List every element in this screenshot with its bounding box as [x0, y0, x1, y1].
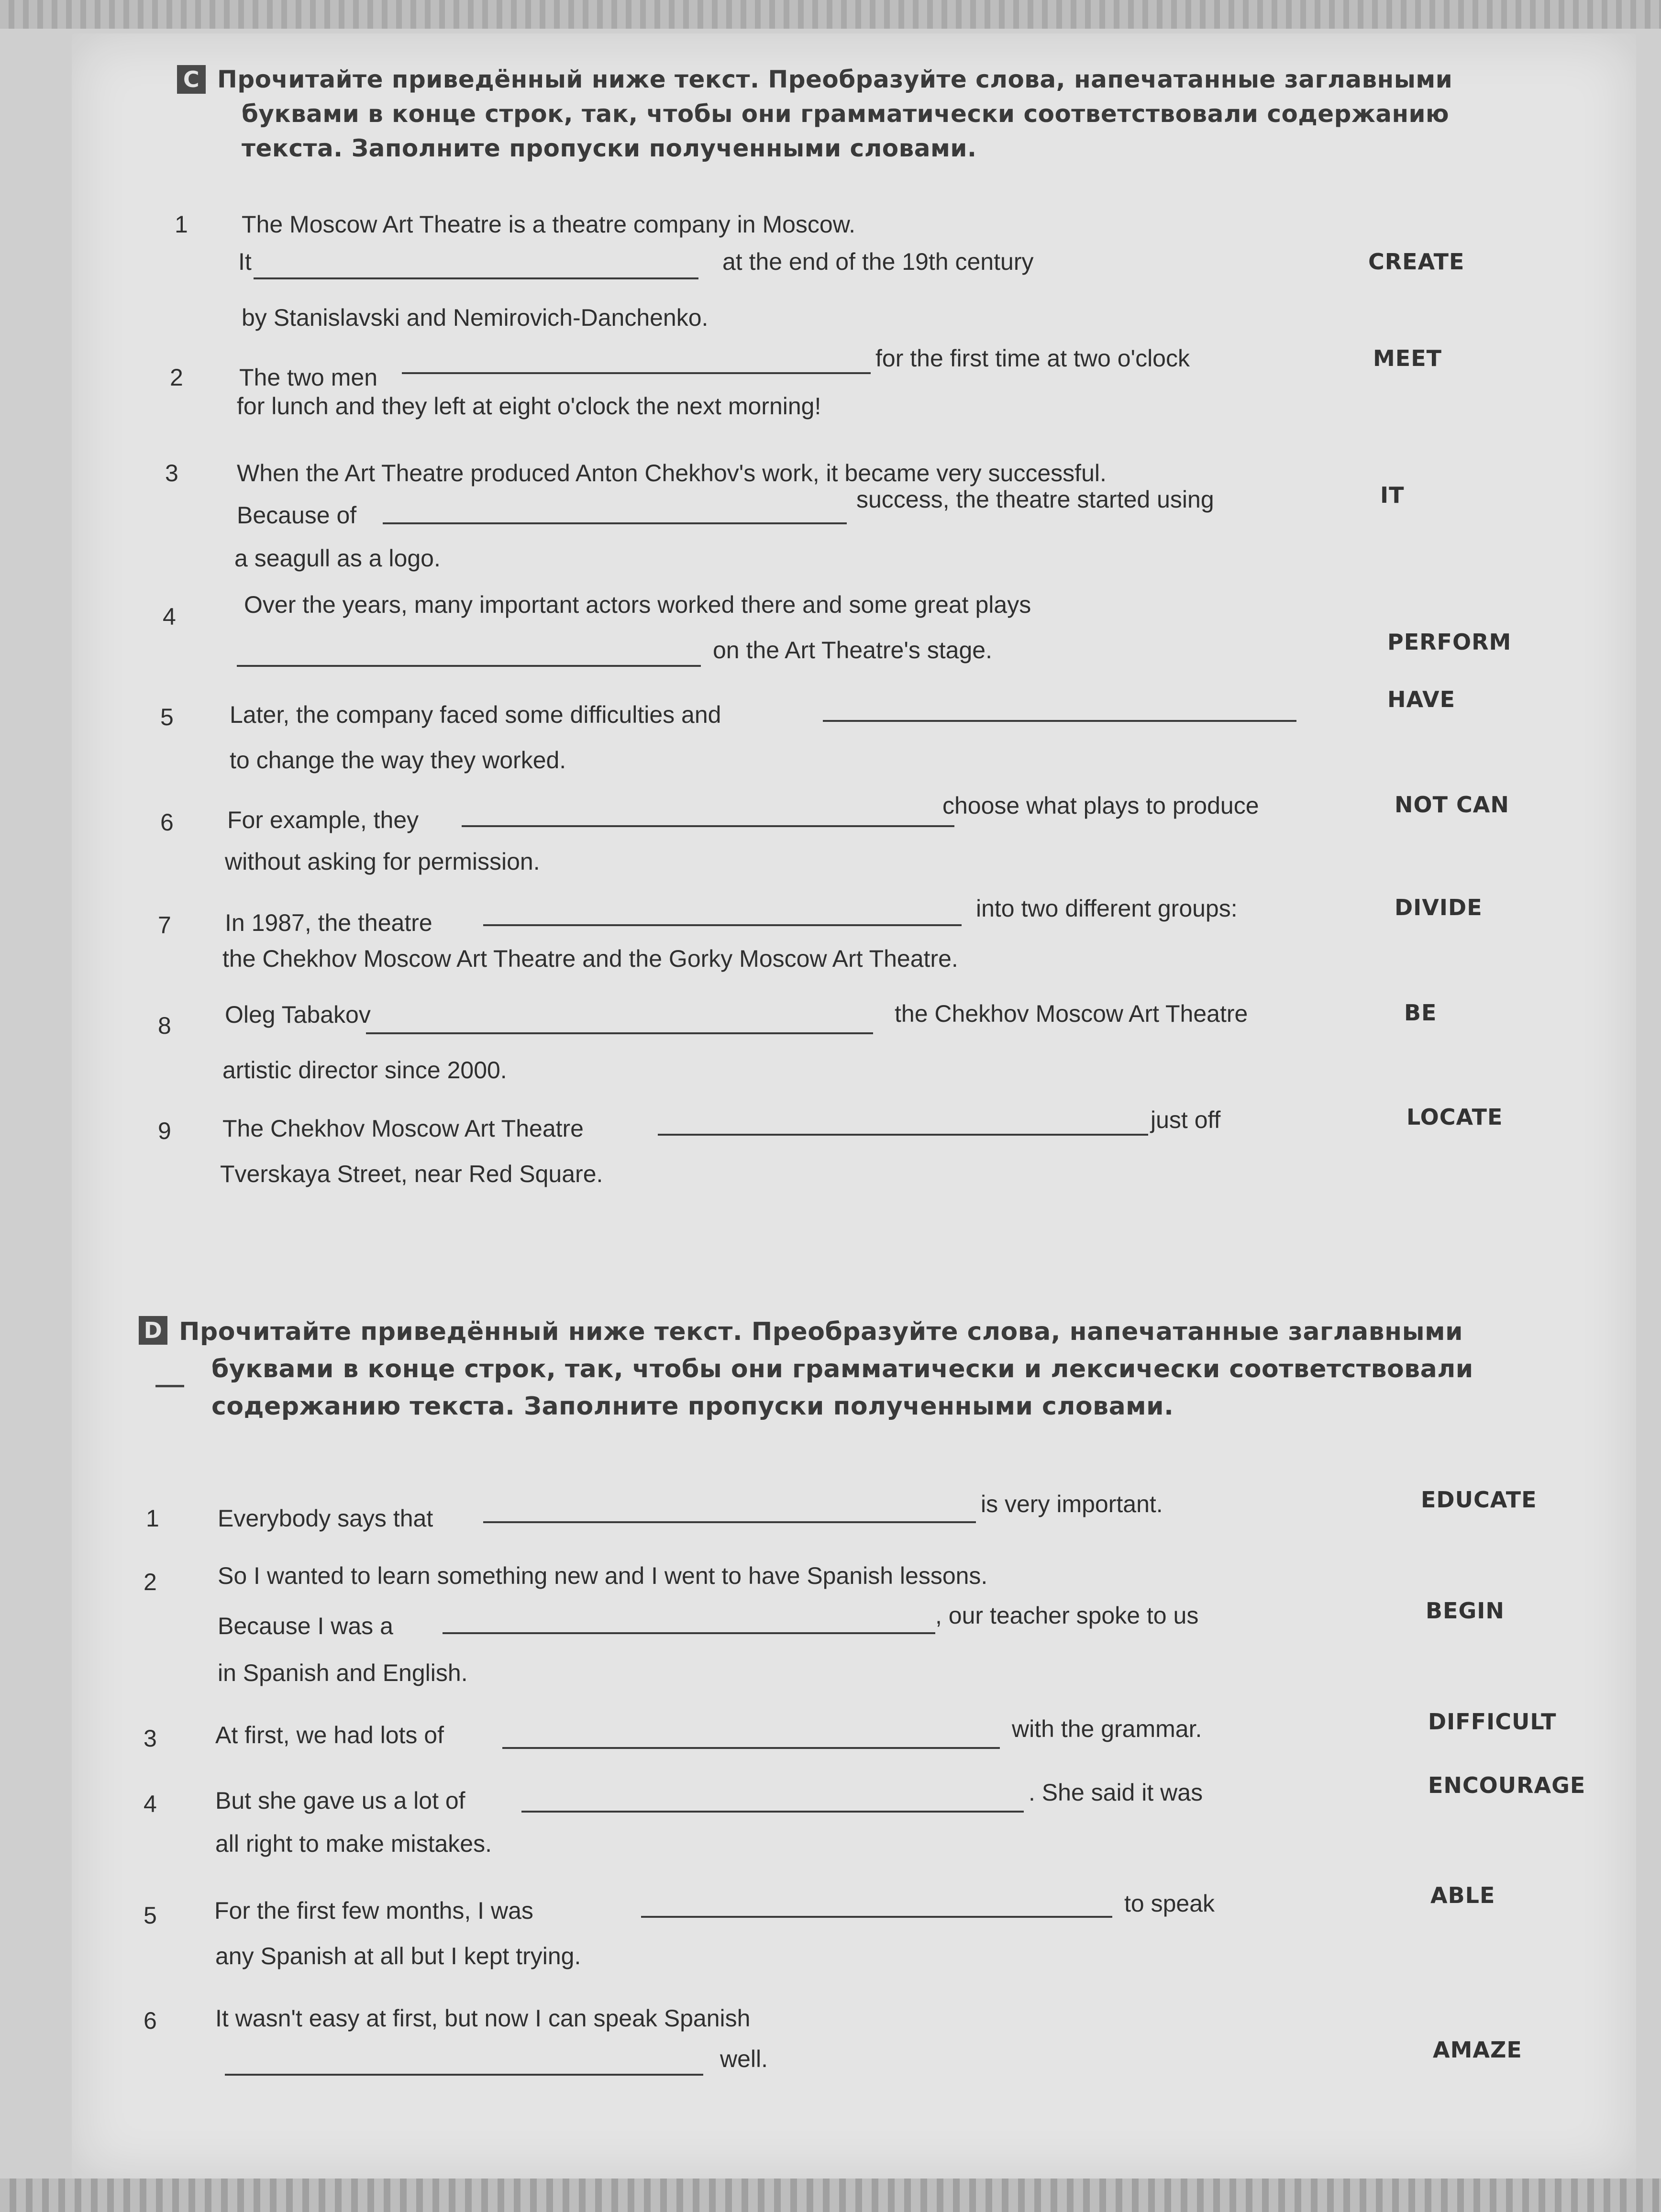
item-intro: Over the years, many important actors worked there and some great plays	[244, 591, 1031, 618]
keyword: AMAZE	[1433, 2037, 1522, 2063]
item-text-after: is very important.	[981, 1491, 1163, 1517]
item-continuation: all right to make mistakes.	[215, 1830, 492, 1857]
keyword: NOT CAN	[1395, 792, 1509, 818]
item-text-before: For the first few months, I was	[214, 1897, 533, 1924]
keyword: IT	[1380, 482, 1405, 508]
item-continuation: the Chekhov Moscow Art Theatre and the Gorky Moscow Art Theatre.	[222, 945, 958, 972]
answer-blank[interactable]	[237, 665, 701, 667]
section-c-instruction: C Прочитайте приведённый ниже текст. Преобразуйте слова, напечатанные заглавными буквами в конце строк, так, чтобы они грамматически соответствовали содержанию текста. Заполните пропуски полученными словами.	[177, 62, 1452, 166]
item-text-after: well.	[720, 2046, 768, 2072]
item-continuation: a seagull as a logo.	[234, 545, 441, 572]
answer-blank[interactable]	[383, 522, 847, 524]
item-continuation: to change the way they worked.	[230, 747, 566, 774]
margin-dash	[155, 1385, 184, 1387]
item-number: 1	[175, 211, 188, 238]
item-text-after: on the Art Theatre's stage.	[713, 637, 992, 664]
answer-blank[interactable]	[254, 277, 698, 279]
answer-blank[interactable]	[462, 825, 954, 827]
item-number: 3	[165, 460, 178, 487]
item-text-before: Oleg Tabakov	[225, 1001, 371, 1028]
item-text-before: But she gave us a lot of	[215, 1787, 465, 1814]
answer-blank[interactable]	[483, 1521, 976, 1523]
item-text-after: with the grammar.	[1012, 1715, 1202, 1742]
item-intro: When the Art Theatre produced Anton Chekhov's work, it became very successful.	[237, 460, 1107, 487]
keyword: BEGIN	[1426, 1598, 1505, 1624]
item-text-after: into two different groups:	[976, 895, 1238, 922]
item-text-before: The Chekhov Moscow Art Theatre	[222, 1115, 584, 1142]
item-number: 9	[158, 1117, 171, 1144]
answer-blank[interactable]	[521, 1811, 1024, 1813]
item-continuation: for lunch and they left at eight o'clock the next morning!	[237, 393, 821, 420]
item-text-after: success, the theatre started using	[856, 486, 1214, 513]
keyword: HAVE	[1387, 686, 1455, 712]
item-continuation: artistic director since 2000.	[222, 1057, 507, 1084]
item-intro: It wasn't easy at first, but now I can speak Spanish	[215, 2005, 751, 2032]
keyword: BE	[1404, 1000, 1437, 1026]
keyword: ABLE	[1430, 1882, 1495, 1908]
item-number: 7	[158, 912, 171, 939]
item-text-before: Everybody says that	[218, 1505, 433, 1532]
item-number: 6	[144, 2007, 157, 2034]
keyword: DIFFICULT	[1428, 1709, 1557, 1735]
section-d-badge: D	[139, 1316, 167, 1345]
keyword: EDUCATE	[1421, 1487, 1537, 1513]
item-number: 5	[160, 704, 174, 730]
item-text-before: Because I was a	[218, 1613, 393, 1639]
item-text-after: , our teacher spoke to us	[935, 1602, 1199, 1629]
item-text-after: at the end of the 19th century	[722, 248, 1034, 275]
answer-blank[interactable]	[402, 372, 871, 374]
item-intro: The Moscow Art Theatre is a theatre company in Moscow.	[242, 211, 855, 238]
item-text-before: In 1987, the theatre	[225, 909, 432, 936]
item-text-after: the Chekhov Moscow Art Theatre	[895, 1000, 1248, 1027]
item-continuation: in Spanish and English.	[218, 1659, 468, 1686]
item-number: 4	[144, 1791, 157, 1817]
item-number: 6	[160, 809, 174, 836]
item-text-after: for the first time at two o'clock	[875, 345, 1190, 372]
item-number: 1	[146, 1505, 159, 1532]
item-text-after: . She said it was	[1029, 1779, 1203, 1806]
item-text-before: Later, the company faced some difficulties and	[230, 701, 721, 728]
section-c-badge: C	[177, 65, 206, 94]
item-text-after: just off	[1151, 1106, 1221, 1133]
answer-blank[interactable]	[443, 1632, 935, 1634]
item-text-after: choose what plays to produce	[942, 792, 1259, 819]
item-text-before: Because of	[237, 502, 357, 529]
item-number: 3	[144, 1725, 157, 1752]
keyword: ENCOURAGE	[1428, 1772, 1586, 1798]
item-continuation: by Stanislavski and Nemirovich-Danchenko.	[242, 304, 709, 331]
item-continuation: Tverskaya Street, near Red Square.	[220, 1161, 603, 1187]
item-number: 2	[170, 364, 183, 391]
answer-blank[interactable]	[641, 1916, 1112, 1918]
item-continuation: any Spanish at all but I kept trying.	[215, 1943, 581, 1969]
answer-blank[interactable]	[823, 720, 1296, 722]
answer-blank[interactable]	[366, 1032, 873, 1034]
item-number: 2	[144, 1569, 157, 1595]
answer-blank[interactable]	[658, 1134, 1148, 1136]
answer-blank[interactable]	[502, 1747, 1000, 1749]
item-text-before: For example, they	[227, 807, 419, 833]
answer-blank[interactable]	[483, 924, 962, 926]
item-number: 8	[158, 1012, 171, 1039]
item-text-before: At first, we had lots of	[215, 1722, 444, 1748]
item-continuation: without asking for permission.	[225, 848, 540, 875]
item-number: 4	[163, 603, 176, 630]
keyword: DIVIDE	[1395, 895, 1483, 920]
keyword: PERFORM	[1387, 629, 1512, 655]
item-number: 5	[144, 1902, 157, 1929]
answer-blank[interactable]	[225, 2074, 703, 2076]
keyword: LOCATE	[1406, 1104, 1503, 1130]
keyword: CREATE	[1368, 249, 1465, 275]
page-edge-top	[0, 0, 1661, 29]
item-text-before: The two men	[239, 364, 378, 391]
keyword: MEET	[1373, 345, 1442, 371]
section-d-instruction: D Прочитайте приведённый ниже текст. Преобразуйте слова, напечатанные заглавными буквами в конце строк, так, чтобы они грамматически и лексически соответствовали содержанию текста. Заполните пропуски полученными словами.	[139, 1313, 1473, 1425]
item-intro: So I wanted to learn something new and I went to have Spanish lessons.	[218, 1562, 988, 1589]
page-edge-bottom	[0, 2179, 1661, 2212]
item-text-before: It	[238, 248, 252, 275]
item-text-after: to speak	[1124, 1890, 1215, 1917]
